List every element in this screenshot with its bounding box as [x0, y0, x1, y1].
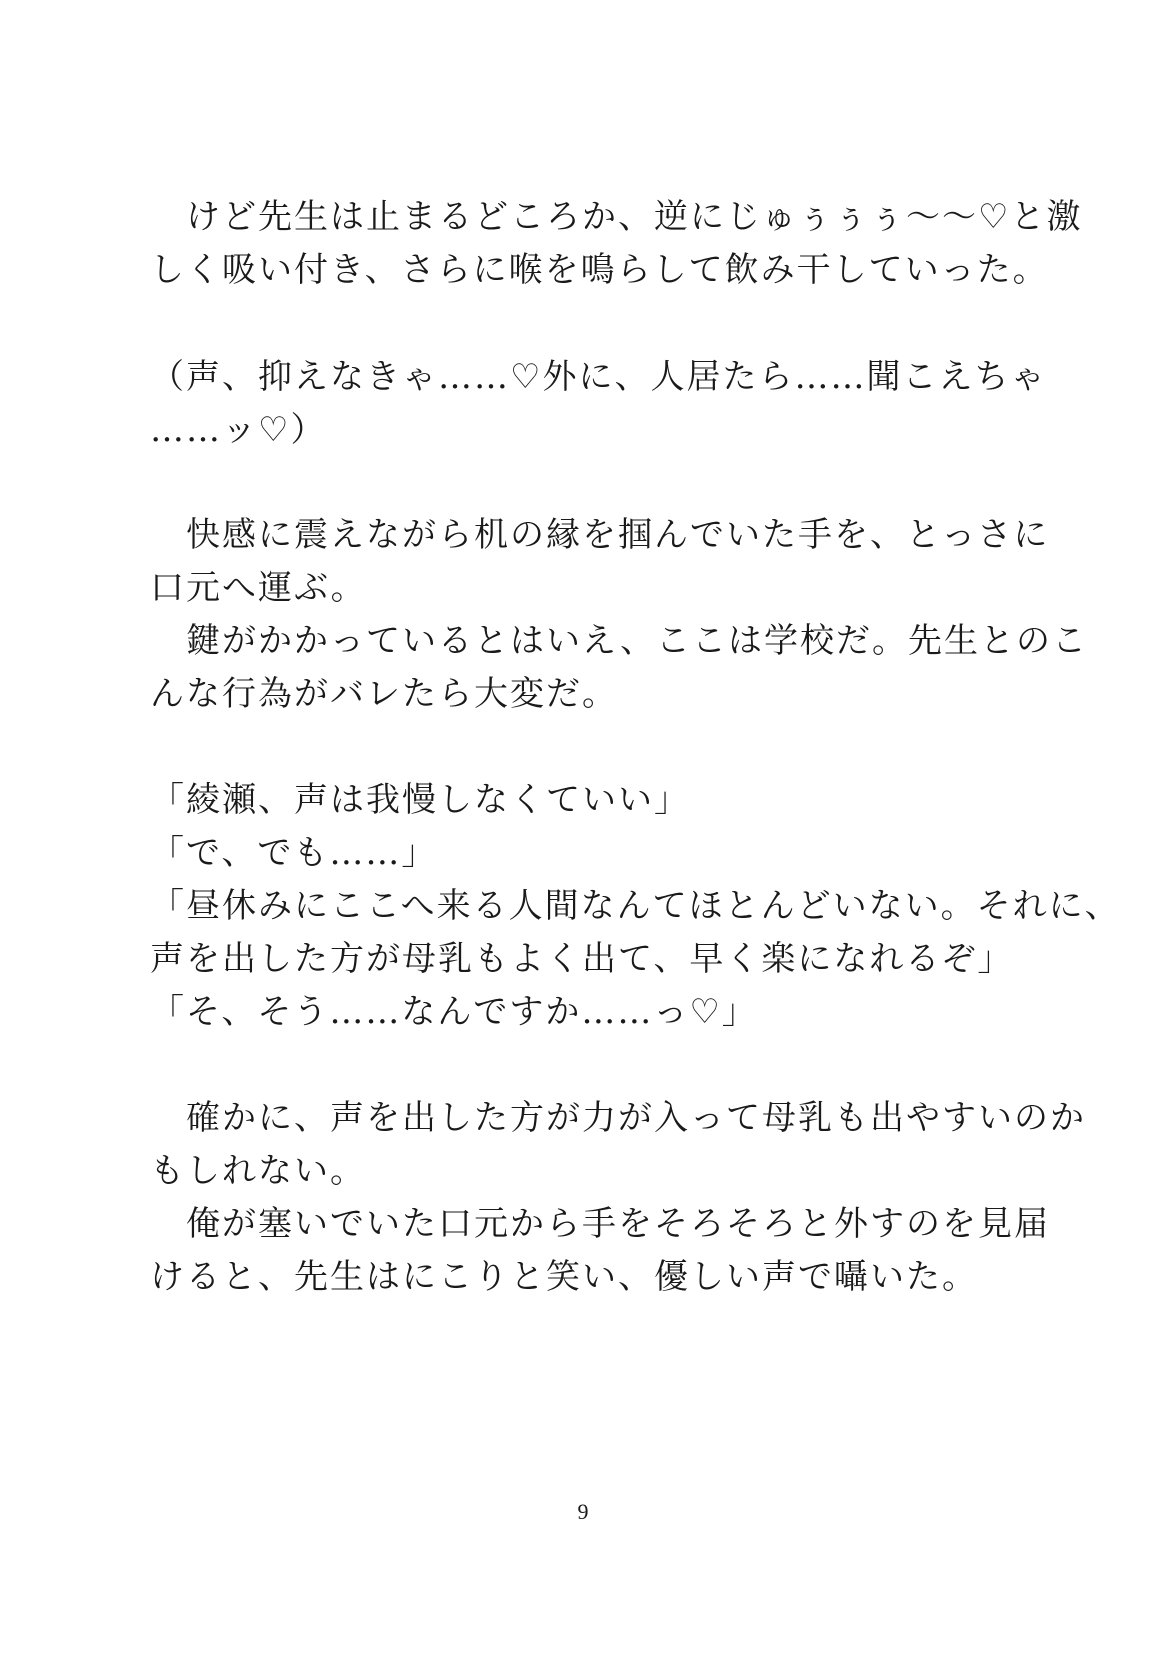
text-line: ……ッ♡） — [150, 410, 327, 450]
text-line: 口元へ運ぶ。 — [150, 568, 367, 608]
text-line: けると、先生はにこりと笑い、優しい声で囁いた。 — [150, 1257, 978, 1297]
text-line: 「綾瀬、声は我慢しなくていい」 — [150, 780, 690, 820]
text-line: 鍵がかかっているとはいえ、ここは学校だ。先生とのこ — [150, 621, 1089, 661]
text-line: んな行為がバレたら大変だ。 — [150, 674, 618, 714]
text-line: 「で、でも……」 — [150, 833, 438, 873]
text-line: しく吸い付き、さらに喉を鳴らして飲み干していった。 — [150, 250, 1049, 290]
text-line: けど先生は止まるどころか、逆にじゅぅぅぅ〜〜♡と激 — [150, 197, 1083, 237]
text-line: （声、抑えなきゃ……♡外に、人居たら……聞こえちゃ — [150, 357, 1047, 397]
text-line: 「昼休みにここへ来る人間なんてほとんどいない。それに、 — [150, 886, 1121, 926]
text-line: もしれない。 — [150, 1151, 366, 1191]
text-line: 確かに、声を出した方が力が入って母乳も出やすいのか — [150, 1098, 1086, 1138]
text-line: 快感に震えながら机の縁を掴んでいた手を、とっさに — [150, 515, 1050, 555]
text-line: 声を出した方が母乳もよく出て、早く楽になれるぞ」 — [150, 939, 1014, 979]
text-line: 俺が塞いでいた口元から手をそろそろと外すのを見届 — [150, 1204, 1050, 1244]
text-line: 「そ、そう……なんですか……っ♡」 — [150, 992, 758, 1032]
page-number: 9 — [577, 1499, 589, 1524]
